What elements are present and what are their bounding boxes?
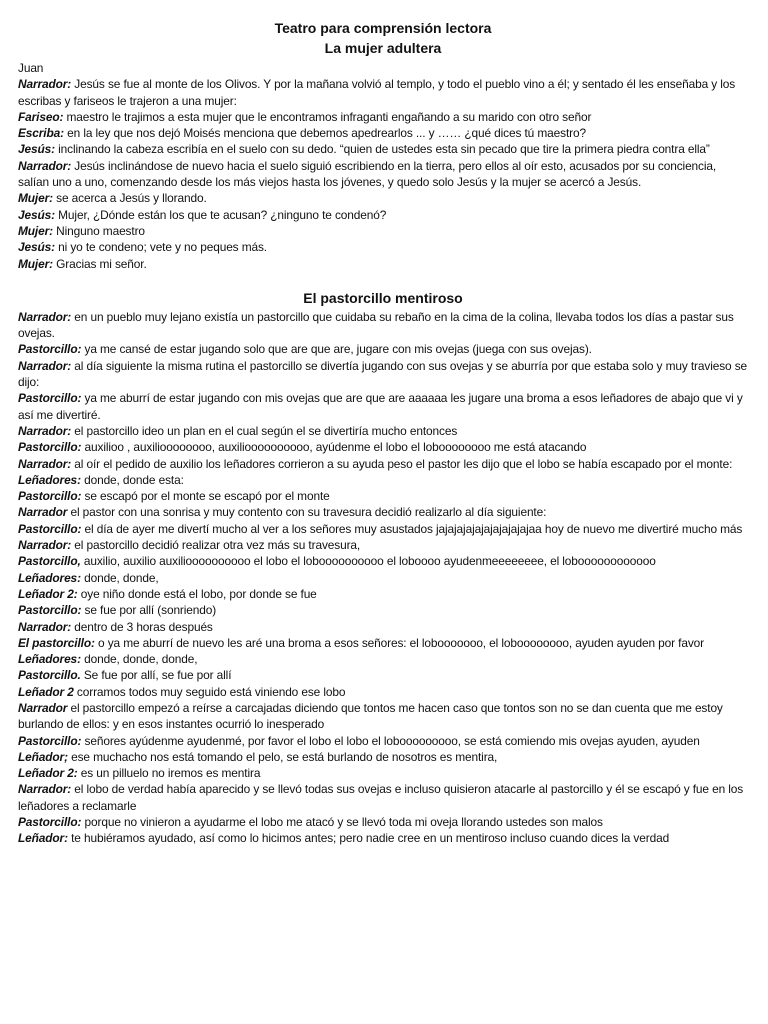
speaker-separator: : <box>77 472 81 487</box>
dialogue-text: al día siguiente la misma rutina el pastorcillo se divertía jugando con sus ovejas y se aburría por que estaba solo y muy travieso se dijo: <box>18 358 748 390</box>
speaker-separator: : <box>77 652 81 667</box>
dialogue-text: Gracias mi señor. <box>52 256 147 271</box>
speaker-name: Jesús <box>18 207 52 222</box>
dialogue-line <box>18 309 748 342</box>
dialogue-text: Jesús inclinándose de nuevo hacia el suelo siguió escribiendo en la tierra, pero ellos al oír esto, acusados por su conciencia, salían uno a uno, comenzando desde los más viejos hasta los jóvenes, y quedo solo Jesús y la mujer se acercó a Jesús. <box>18 158 717 190</box>
speaker-name: Pastorcillo <box>18 668 78 683</box>
dialogue-line <box>18 439 748 455</box>
play-section-mujer-adultera <box>18 76 748 272</box>
speaker-name: Narrador <box>18 538 68 553</box>
dialogue-line <box>18 781 748 814</box>
speaker-name: Narrador <box>18 456 68 471</box>
speaker-name: Leñador 2 <box>18 586 74 601</box>
dialogue-text: ya me cansé de estar jugando solo que are que are, jugare con mis ovejas (juega con sus ovejas). <box>81 342 592 357</box>
dialogue-text: corramos todos muy seguido está viniendo ese lobo <box>73 684 346 699</box>
dialogue-text: ese muchacho nos está tomando el pelo, se está burlando de nosotros es mentira, <box>67 749 498 764</box>
dialogue-text: oye niño donde está el lobo, por donde se fue <box>77 586 317 601</box>
speaker-name: Leñadores <box>18 652 78 667</box>
dialogue-line <box>18 635 748 651</box>
dialogue-line <box>18 256 748 272</box>
dialogue-text: Mujer, ¿Dónde están los que te acusan? ¿ninguno te condenó? <box>54 207 387 222</box>
speaker-name: Jesús <box>18 142 52 157</box>
speaker-name: Narrador <box>18 619 68 634</box>
speaker-separator: : <box>77 603 82 618</box>
dialogue-line <box>18 239 748 255</box>
dialogue-text: ni yo te condeno; vete y no peques más. <box>54 240 267 255</box>
dialogue-text: en un pueblo muy lejano existía un pastorcillo que cuidaba su rebaño en la cima de la colina, llevaba todos los días a pastar sus ovejas. <box>18 309 734 341</box>
dialogue-line <box>18 358 748 391</box>
section-spacer <box>18 272 748 288</box>
speaker-separator: : <box>49 223 53 238</box>
speaker-name: Pastorcillo <box>18 733 78 748</box>
dialogue-text: dentro de 3 horas después <box>71 619 213 634</box>
dialogue-text: Ninguno maestro <box>52 223 145 238</box>
speaker-separator: : <box>67 538 72 553</box>
speaker-name: Narrador <box>18 77 68 92</box>
dialogue-line <box>18 765 748 781</box>
speaker-name: Leñador <box>18 749 65 764</box>
speaker-separator: : <box>59 109 64 124</box>
dialogue-line <box>18 207 748 223</box>
speaker-name: Pastorcillo <box>18 342 78 357</box>
speaker-separator: : <box>67 619 72 634</box>
speaker-name: Narrador <box>18 782 68 797</box>
dialogue-text: se fue por allí (sonriendo) <box>81 603 217 618</box>
author-name: Juan <box>18 61 44 75</box>
speaker-separator: : <box>73 766 78 781</box>
dialogue-text: maestro le trajimos a esta mujer que le encontramos infraganti engañando a su marido con otro señor <box>63 109 592 124</box>
dialogue-line <box>18 456 748 472</box>
dialogue-line <box>18 602 748 618</box>
play-title: La mujer adultera <box>324 40 442 56</box>
speaker-separator: : <box>67 423 72 438</box>
dialogue-text: donde, donde, donde, <box>80 652 198 667</box>
dialogue-text: se escapó por el monte se escapó por el monte <box>81 489 330 504</box>
speaker-name: Jesús <box>18 240 52 255</box>
speaker-separator: : <box>67 456 72 471</box>
dialogue-line <box>18 472 748 488</box>
dialogue-text: donde, donde esta: <box>80 472 184 487</box>
dialogue-text: auxilio, auxilio auxilioooooooooo el lobo el loboooooooooo el loboooo ayudenmeeeeeeee, el loboooooooooooo <box>80 554 656 569</box>
speaker-name: El pastorcillo <box>18 635 91 650</box>
dialogue-text: el pastorcillo empezó a reírse a carcajadas diciendo que tontos me hacen caso que tontos son no se dan cuenta que me estoy burlando de ellos: y en esos instantes ocurrió lo inesperado <box>18 700 723 732</box>
speaker-name: Narrador <box>18 423 68 438</box>
speaker-name: Leñador <box>18 831 65 846</box>
speaker-separator: : <box>60 126 64 141</box>
dialogue-line <box>18 700 748 733</box>
speaker-name: Narrador <box>18 505 68 520</box>
speaker-name: Pastorcillo <box>18 391 78 406</box>
dialogue-line <box>18 733 748 749</box>
dialogue-line <box>18 667 748 683</box>
dialogue-line <box>18 570 748 586</box>
dialogue-line <box>18 341 748 357</box>
speaker-separator: : <box>64 831 68 846</box>
speaker-separator: : <box>77 440 82 455</box>
speaker-name: Pastorcillo <box>18 440 78 455</box>
speaker-separator: : <box>67 782 72 797</box>
speaker-separator: , <box>77 554 81 569</box>
dialogue-text: en la ley que nos dejó Moisés menciona que debemos apedrearlos ... y …… ¿qué dices tú maestro? <box>63 126 586 141</box>
speaker-name: Pastorcillo <box>18 521 78 536</box>
dialogue-line <box>18 76 748 109</box>
speaker-separator: : <box>67 358 72 373</box>
section-title: El pastorcillo mentiroso <box>303 289 463 306</box>
dialogue-line <box>18 488 748 504</box>
speaker-name: Mujer <box>18 223 50 238</box>
speaker-name: Pastorcillo <box>18 815 78 830</box>
speaker-separator: : <box>51 207 55 222</box>
speaker-separator: : <box>77 342 82 357</box>
speaker-separator: : <box>77 815 82 830</box>
speaker-separator: : <box>49 256 53 271</box>
dialogue-line <box>18 109 748 125</box>
dialogue-line <box>18 586 748 602</box>
speaker-name: Fariseo <box>18 109 60 124</box>
dialogue-line <box>18 141 748 157</box>
dialogue-text: se acerca a Jesús y llorando. <box>52 191 207 206</box>
speaker-name: Mujer <box>18 256 50 271</box>
speaker-name: Pastorcillo <box>18 489 78 504</box>
dialogue-line <box>18 684 748 700</box>
dialogue-text: inclinando la cabeza escribía en el suelo con su dedo. “quien de ustedes esta sin pecado que tire la primera piedra contra ella” <box>54 142 710 157</box>
dialogue-text: el día de ayer me divertí mucho al ver a los señores muy asustados jajajajajajajajajajajaa hoy de nuevo me divertiré mucho más <box>81 521 743 536</box>
speaker-separator: : <box>67 158 72 173</box>
dialogue-text: el pastorcillo decidió realizar otra vez más su travesura, <box>71 538 361 553</box>
dialogue-line <box>18 830 748 846</box>
speaker-separator: : <box>73 586 78 601</box>
dialogue-text: Jesús se fue al monte de los Olivos. Y por la mañana volvió al templo, y todo el pueblo vino a él; y sentado él les enseñaba y los escribas y fariseos le trajeron a una mujer: <box>18 77 736 108</box>
speaker-separator: : <box>51 240 55 255</box>
speaker-separator: : <box>77 391 82 406</box>
dialogue-text: al oír el pedido de auxilio los leñadores corrieron a su ayuda peso el pastor les dijo que el lobo se había escapado por el monte: <box>71 456 733 471</box>
speaker-name: Escriba <box>18 126 61 141</box>
speaker-separator: : <box>51 142 55 157</box>
dialogue-text: señores ayúdenme ayudenmé, por favor el lobo el lobo el lobooooooooo, se está comiendo mis ovejas ayuden, ayuden <box>81 733 700 748</box>
speaker-separator: : <box>77 733 82 748</box>
dialogue-line <box>18 749 748 765</box>
dialogue-line <box>18 223 748 239</box>
speaker-name: Leñadores <box>18 570 78 585</box>
dialogue-line <box>18 190 748 206</box>
speaker-separator: : <box>91 635 95 650</box>
dialogue-text: es un pilluelo no iremos es mentira <box>77 766 261 781</box>
speaker-name: Leñador 2 <box>18 766 74 781</box>
dialogue-line <box>18 390 748 423</box>
dialogue-line <box>18 504 748 520</box>
speaker-name: Pastorcillo <box>18 603 78 618</box>
speaker-separator: : <box>67 309 72 324</box>
dialogue-text: porque no vinieron a ayudarme el lobo me atacó y se llevó toda mi oveja llorando ustedes son malos <box>81 815 603 830</box>
speaker-separator: : <box>49 191 53 206</box>
speaker-separator: ; <box>64 749 68 764</box>
dialogue-line <box>18 125 748 141</box>
dialogue-text: el lobo de verdad había aparecido y se llevó todas sus ovejas e incluso quisieron atacarle al pastorcillo y él se escapó y fue en los leñadores a reclamarle <box>18 782 744 813</box>
speaker-name: Leñadores <box>18 472 78 487</box>
speaker-separator: : <box>77 489 82 504</box>
speaker-separator: : <box>77 521 82 536</box>
speaker-name: Narrador <box>18 158 68 173</box>
dialogue-line <box>18 619 748 635</box>
dialogue-line <box>18 553 748 569</box>
speaker-name: Mujer <box>18 191 50 206</box>
dialogue-text: Se fue por allí, se fue por allí <box>80 668 232 683</box>
dialogue-line <box>18 158 748 191</box>
dialogue-text: o ya me aburrí de nuevo les aré una broma a esos señores: el lobooooooo, el loboooooooo, ayuden ayuden por favor <box>94 635 704 650</box>
dialogue-line <box>18 651 748 667</box>
document-title: Teatro para comprensión lectora <box>274 20 492 36</box>
dialogue-line <box>18 537 748 553</box>
dialogue-line <box>18 521 748 537</box>
dialogue-text: auxilioo , auxilioooooooo, auxilioooooooooo, ayúdenme el lobo el loboooooooo me está atacando <box>81 440 587 455</box>
dialogue-line <box>18 814 748 830</box>
speaker-separator: : <box>77 570 81 585</box>
dialogue-text: el pastor con una sonrisa y muy contento con su travesura decidió realizarlo al día siguiente: <box>67 505 547 520</box>
dialogue-text: el pastorcillo ideo un plan en el cual según el se divertiría mucho entonces <box>71 423 458 438</box>
speaker-name: Narrador <box>18 358 68 373</box>
dialogue-text: te hubiéramos ayudado, así como lo hicimos antes; pero nadie cree en un mentiroso incluso cuando dices la verdad <box>67 831 670 846</box>
speaker-separator: : <box>67 77 72 92</box>
speaker-separator: . <box>77 668 81 683</box>
dialogue-line <box>18 423 748 439</box>
play-section-pastorcillo <box>18 309 748 847</box>
speaker-name: Narrador <box>18 700 68 715</box>
speaker-name: Leñador 2 <box>18 684 74 699</box>
dialogue-text: donde, donde, <box>80 570 159 585</box>
speaker-name: Narrador <box>18 309 68 324</box>
speaker-name: Pastorcillo <box>18 554 78 569</box>
dialogue-text: ya me aburrí de estar jugando con mis ovejas que are que are aaaaaa les jugare una broma a esos leñadores de abajo que vi y así me divertiré. <box>18 391 743 422</box>
